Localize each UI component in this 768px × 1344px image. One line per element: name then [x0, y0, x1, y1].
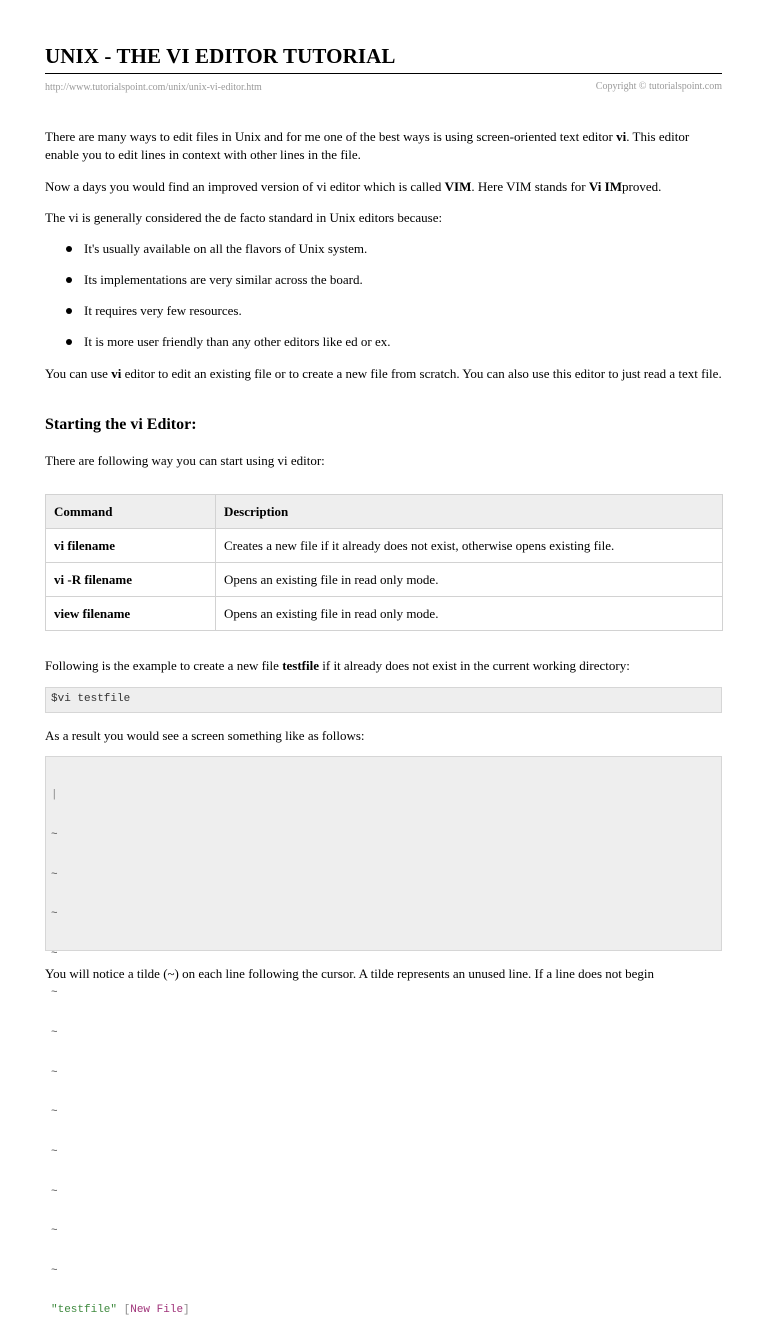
source-url[interactable]: http://www.tutorialspoint.com/unix/unix-vi-editor.htm — [45, 82, 262, 93]
tilde-line: ~ — [51, 1066, 58, 1079]
status-bracket-close: ] — [183, 1304, 190, 1317]
command-cell: vi filename — [46, 529, 216, 563]
tilde-line: ~ — [51, 1145, 58, 1158]
list-item-text: Its implementations are very similar across the board. — [84, 272, 363, 287]
bullet-icon — [66, 339, 72, 345]
description-cell: Opens an existing file in read only mode. — [216, 597, 723, 631]
intro-paragraph-2 — [45, 178, 722, 196]
status-filename: "testfile" — [51, 1304, 118, 1317]
intro-p1-vi: vi — [616, 129, 627, 144]
description-cell: Opens an existing file in read only mode. — [216, 563, 723, 597]
tilde-line: ~ — [51, 908, 58, 921]
table-row — [46, 529, 723, 563]
command-cell: view filename — [46, 597, 216, 631]
list-item-text: It requires very few resources. — [84, 303, 242, 318]
bullet-icon — [66, 246, 72, 252]
status-new-file: New File — [130, 1304, 184, 1317]
tilde-line: ~ — [51, 1225, 58, 1238]
column-header-command: Command — [46, 495, 216, 529]
title-divider — [45, 73, 722, 74]
intro-p2-vim: VIM — [444, 179, 472, 194]
intro-paragraph-3: The vi is generally considered the de facto standard in Unix editors because: — [45, 210, 443, 225]
table-row — [46, 597, 723, 631]
intro-paragraph-1 — [45, 128, 722, 164]
intro-p4-text: You can use — [45, 366, 112, 381]
commands-table — [45, 494, 723, 631]
tilde-line: ~ — [51, 1185, 58, 1198]
tilde-line: ~ — [51, 1106, 58, 1119]
result-paragraph: As a result you would see a screen something like as follows: — [45, 728, 365, 743]
intro-p2-text-mid: . Here VIM stands for — [471, 179, 589, 194]
tilde-line: ~ — [51, 947, 58, 960]
cursor-line: | — [51, 789, 58, 802]
tilde-line: ~ — [51, 1264, 58, 1277]
vi-status-line — [51, 1304, 190, 1317]
code-line: $vi testfile — [51, 693, 131, 705]
intro-p2-im: IM — [604, 179, 622, 194]
vi-screen-lines — [51, 763, 190, 1344]
table-header-row — [46, 495, 723, 529]
intro-paragraph-4 — [45, 365, 722, 383]
code-block-command — [45, 687, 722, 713]
page-title: UNIX - THE VI EDITOR TUTORIAL — [45, 44, 396, 68]
tilde-line: ~ — [51, 868, 58, 881]
section-lead: There are following way you can start using vi editor: — [45, 453, 325, 468]
bullet-icon — [66, 308, 72, 314]
closing-paragraph: You will notice a tilde (~) on each line following the cursor. A tilde represents an unused line. If a line does not begin — [45, 966, 654, 981]
command-cell: vi -R filename — [46, 563, 216, 597]
example-text: Following is the example to create a new file — [45, 658, 283, 673]
intro-p2-text: Now a days you would find an improved version of vi editor which is called — [45, 179, 445, 194]
intro-p2-text-end: proved. — [621, 179, 662, 194]
copyright-notice: Copyright © tutorialspoint.com — [595, 81, 722, 92]
column-header-description: Description — [216, 495, 723, 529]
tilde-line: ~ — [51, 1027, 58, 1040]
intro-p4-vi: vi — [111, 366, 122, 381]
example-filename: testfile — [282, 658, 319, 673]
list-item-text: It is more user friendly than any other editors like ed or ex. — [84, 334, 391, 349]
example-paragraph — [45, 657, 722, 675]
list-item-text: It's usually available on all the flavors of Unix system. — [84, 241, 368, 256]
intro-p1-text: There are many ways to edit files in Unix and for me one of the best ways is using screen-oriented text editor — [45, 129, 617, 144]
intro-p4-text-end: editor to edit an existing file or to create a new file from scratch. You can also use this editor to just read a text file. — [121, 366, 722, 381]
intro-p2-vi: Vi — [588, 179, 602, 194]
tilde-line: ~ — [51, 987, 58, 1000]
intro-p1-text-end: . This editor enable you to edit lines in context with other lines in the file. — [45, 129, 690, 162]
description-cell: Creates a new file if it already does not exist, otherwise opens existing file. — [216, 529, 723, 563]
table-row — [46, 563, 723, 597]
section-heading: Starting the vi Editor: — [45, 416, 197, 433]
example-text-end: if it already does not exist in the current working directory: — [319, 658, 630, 673]
bullet-icon — [66, 277, 72, 283]
tilde-line: ~ — [51, 829, 58, 842]
status-bracket-open: [ — [123, 1304, 131, 1317]
